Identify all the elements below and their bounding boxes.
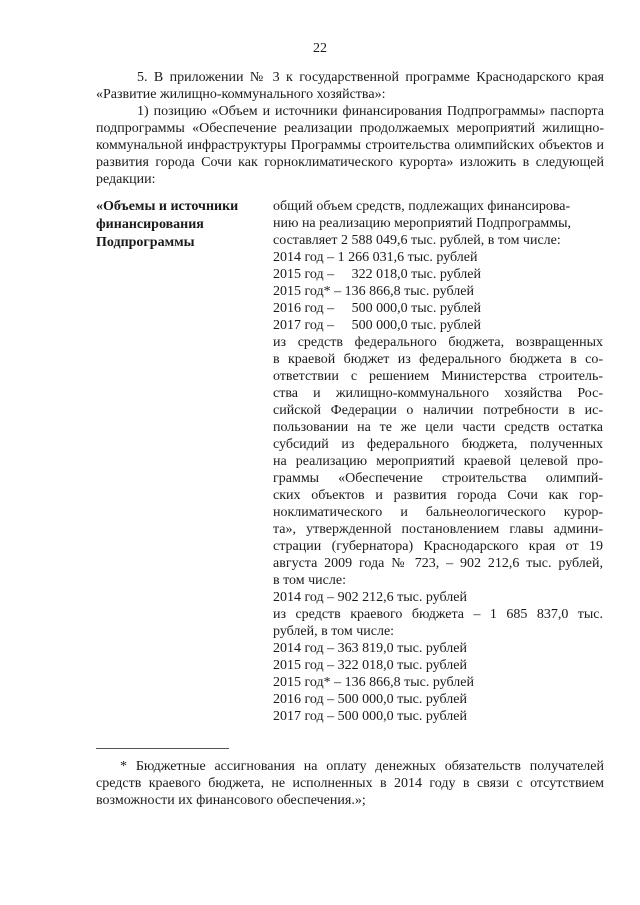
content-line: ства и жилищно-коммунального хозяйства Рос- (273, 386, 603, 401)
content-line: ответствии с решением Министерства строитель- (273, 369, 603, 384)
content-line: общий объем средств, подлежащих финансирова- (273, 199, 571, 214)
table-header-cell: «Объемы и источники финансирования Подпрограммы (96, 199, 239, 250)
footnote-text: * Бюджетные ассигнования на оплату денежных обязательств получателей средств краевого бюджета, не исполненных в 2014 году в связи с отсутствием возможности их финансового обеспечения.»; (96, 759, 604, 808)
content-line: из средств федерального бюджета, возвращенных (273, 335, 603, 350)
content-line: 2017 год – 500 000,0 тыс. рублей (273, 709, 467, 724)
content-line: страции (губернатора) Краснодарского края от 19 (273, 539, 603, 554)
intro-paragraph: 1) позицию «Объем и источники финансирования Подпрограммы» паспорта подпрограммы «Обеспечение реализации продолжаемых мероприятий жилищно-коммунальной инфраструктуры Программы строительства олимпийских объектов и развития города Сочи как горноклиматического курорта» изложить в следующей редакции: (96, 104, 604, 187)
footnote-block (96, 758, 604, 809)
content-line: в том числе: (273, 573, 346, 588)
content-line: пользовании на те же цели части средств остатка (273, 420, 603, 435)
content-line: сийской Федерации о наличии потребности в ис- (273, 403, 603, 418)
content-line: нию на реализацию мероприятий Подпрограммы, (273, 216, 572, 231)
content-line: 2015 год* – 136 866,8 тыс. рублей (273, 284, 474, 299)
content-line: 2014 год – 902 212,6 тыс. рублей (273, 590, 467, 605)
content-line: субсидий из федерального бюджета, полученных (273, 437, 603, 452)
content-line: на реализацию мероприятий краевой целевой про- (273, 454, 603, 469)
content-line: 2017 год – 500 000,0 тыс. рублей (273, 318, 481, 333)
content-line: 2016 год – 500 000,0 тыс. рублей (273, 692, 467, 707)
content-line: та», утвержденной постановлением главы админи- (273, 522, 603, 537)
content-line: из средств краевого бюджета – 1 685 837,0 тыс. (273, 607, 603, 622)
content-line: 2014 год – 363 819,0 тыс. рублей (273, 641, 467, 656)
content-line: рублей, в том числе: (273, 624, 395, 639)
intro-paragraph: 5. В приложении № 3 к государственной программе Краснодарского края «Развитие жилищно-коммунального хозяйства»: (96, 70, 604, 102)
content-line: 2014 год – 1 266 031,6 тыс. рублей (273, 250, 478, 265)
content-line: 2015 год – 322 018,0 тыс. рублей (273, 267, 481, 282)
content-line: составляет 2 588 049,6 тыс. рублей, в том числе: (273, 233, 561, 248)
content-line: 2015 год – 322 018,0 тыс. рублей (273, 658, 467, 673)
content-line: ских объектов и развития города Сочи как гор- (273, 488, 603, 503)
footnote-divider (96, 748, 229, 749)
content-line: 2016 год – 500 000,0 тыс. рублей (273, 301, 481, 316)
content-line: августа 2009 года № 723, – 902 212,6 тыс. рублей, (273, 556, 603, 571)
content-line: 2015 год* – 136 866,8 тыс. рублей (273, 675, 474, 690)
table-content-cell (273, 198, 603, 725)
content-line: граммы «Обеспечение строительства олимпий- (273, 471, 603, 486)
intro-block (96, 69, 604, 188)
content-line: в краевой бюджет из федерального бюджета в со- (273, 352, 603, 367)
content-line: ноклиматического и бальнеологического курор- (273, 505, 603, 520)
page-number: 22 (313, 41, 327, 56)
